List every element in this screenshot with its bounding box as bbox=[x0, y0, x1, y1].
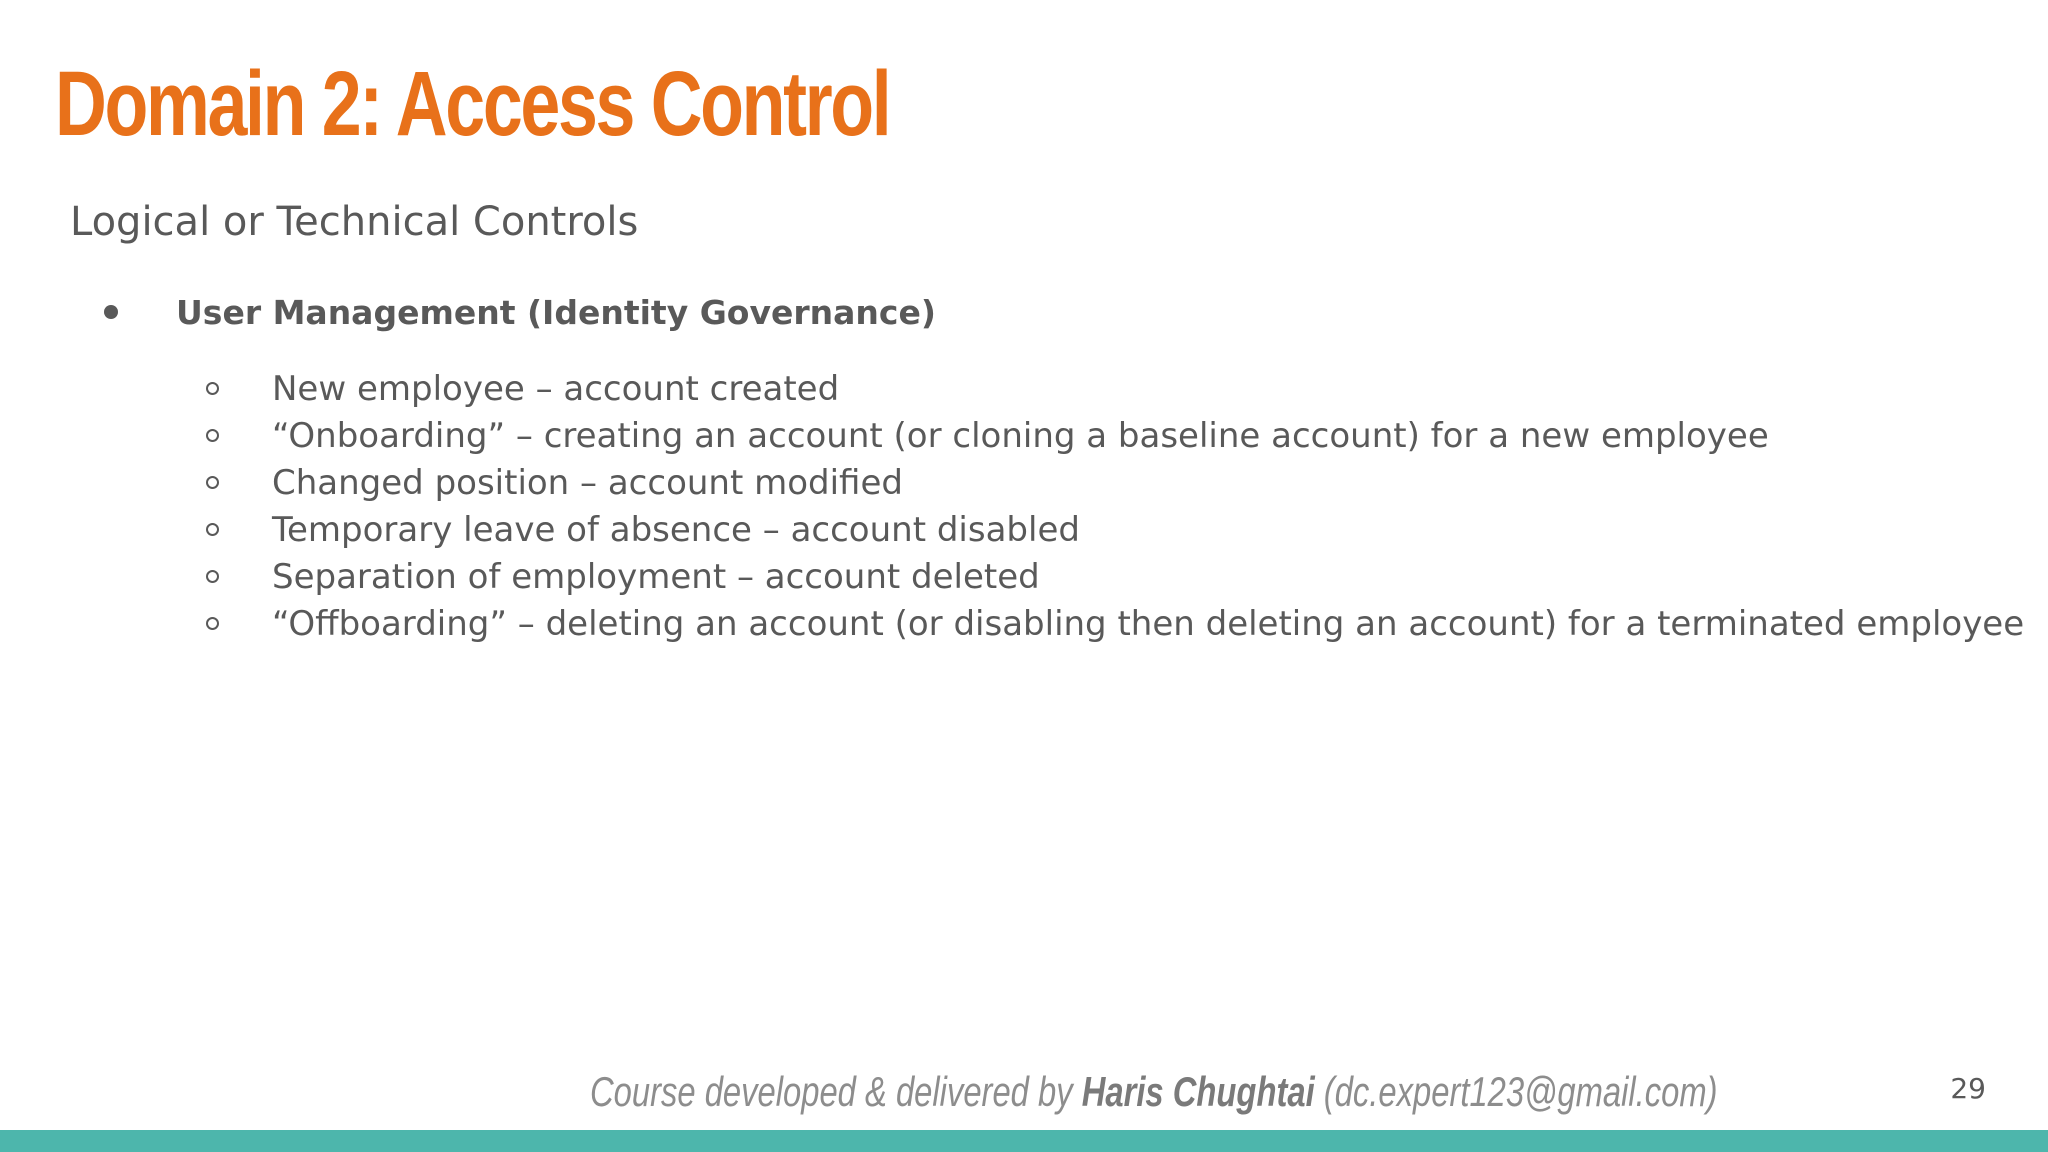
sub-bullet-text: Temporary leave of absence – account disabled bbox=[272, 509, 1080, 550]
sub-bullet-item bbox=[200, 459, 2024, 506]
sub-bullet-text: “Onboarding” – creating an account (or cloning a baseline account) for a new employee bbox=[272, 415, 1769, 456]
filled-bullet-icon bbox=[104, 305, 118, 319]
hollow-bullet-icon bbox=[206, 523, 219, 536]
instructor-name: Haris Chughtai bbox=[1081, 1068, 1315, 1115]
hollow-bullet-icon bbox=[206, 617, 219, 630]
sub-bullet-item bbox=[200, 553, 2024, 600]
course-credit-footer bbox=[590, 1064, 1718, 1120]
main-bullet bbox=[98, 286, 936, 338]
bottom-accent-bar bbox=[0, 1130, 2048, 1152]
sub-bullet-text: Changed position – account modified bbox=[272, 462, 903, 503]
sub-bullet-list bbox=[200, 365, 2024, 647]
sub-bullet-item bbox=[200, 365, 2024, 412]
footer-prefix: Course developed & delivered by bbox=[590, 1068, 1082, 1115]
instructor-email: (dc.expert123@gmail.com) bbox=[1314, 1068, 1718, 1115]
sub-bullet-item bbox=[200, 412, 2024, 459]
slide-title: Domain 2: Access Control bbox=[55, 53, 890, 155]
page-number: 29 bbox=[1950, 1072, 1986, 1105]
slide-subtitle: Logical or Technical Controls bbox=[70, 199, 639, 245]
sub-bullet-item bbox=[200, 506, 2024, 553]
hollow-bullet-icon bbox=[206, 570, 219, 583]
main-bullet-text: User Management (Identity Governance) bbox=[176, 292, 936, 332]
sub-bullet-text: Separation of employment – account deleted bbox=[272, 556, 1040, 597]
sub-bullet-text: New employee – account created bbox=[272, 368, 840, 409]
sub-bullet-text: “Offboarding” – deleting an account (or disabling then deleting an account) for a terminated employee bbox=[272, 603, 2025, 644]
hollow-bullet-icon bbox=[206, 382, 219, 395]
hollow-bullet-icon bbox=[206, 429, 219, 442]
hollow-bullet-icon bbox=[206, 476, 219, 489]
sub-bullet-item bbox=[200, 600, 2024, 647]
